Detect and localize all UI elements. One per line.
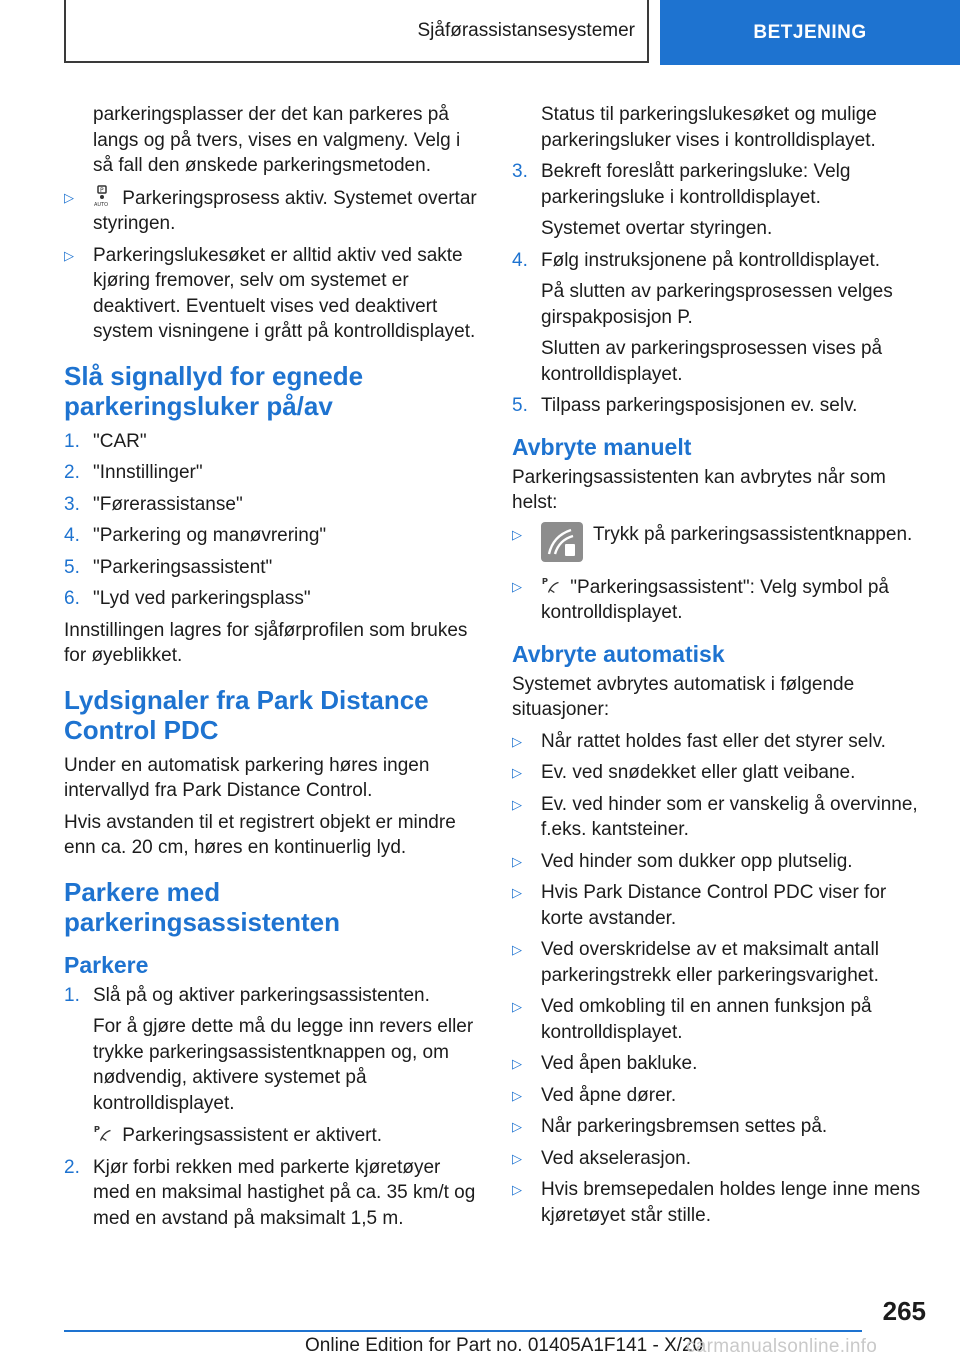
bullet-text: Parkeringsprosess aktiv. Systemet overtar styringen. <box>93 187 477 234</box>
list-item: 5. Tilpass parkeringsposisjonen ev. selv. <box>512 395 858 416</box>
bullet-triangle-icon: ▷ <box>512 796 522 812</box>
list-item: ▷ Ev. ved snødekket eller glatt veibane. <box>512 760 932 786</box>
svg-text:P: P <box>541 575 548 586</box>
page-number: 265 <box>882 1296 926 1326</box>
bullet-triangle-icon: ▷ <box>512 1182 522 1197</box>
list-item: ▷ Ved åpne dører. <box>512 1083 932 1109</box>
bullet-triangle-icon: ▷ <box>512 1119 522 1134</box>
list-item <box>64 185 482 237</box>
subheading-park: Parkere <box>64 951 149 978</box>
heading-pdc: Lydsignaler fra Park Distance Control PDC <box>64 684 429 745</box>
paragraph-pdc-1: Under en automatisk parkering høres ingen intervallyd fra Park Distance Control. <box>64 754 430 801</box>
subheading-cancel-auto: Avbryte automatisk <box>512 640 725 667</box>
paragraph-manual: Parkeringsassistenten kan avbrytes når som helst: <box>512 466 886 513</box>
step-1-icon-line <box>64 1122 482 1149</box>
step-4-detail-1: På slutten av parkeringsprosessen velges girspakposisjon P. <box>541 281 893 328</box>
bullet-triangle-icon: ▷ <box>512 942 522 957</box>
bullet-triangle-icon: ▷ <box>512 1087 522 1103</box>
bullet-triangle-icon: ▷ <box>512 578 522 594</box>
list-item: ▷ Ved hinder som dukker opp plutselig. <box>512 849 932 875</box>
bullet-triangle-icon: ▷ <box>512 526 522 542</box>
step-1-detail: For å gjøre dette må du legge inn revers eller trykke parkeringsassistentknappen og, om nødvendig, aktivere systemet på kontrolldisplayet. <box>93 1016 474 1114</box>
list-item: ▷ Når rattet holdes fast eller det styrer selv. <box>512 729 932 755</box>
watermark: carmanualsonline.info <box>686 1336 878 1357</box>
paragraph-intro: parkeringsplasser der det kan parkeres på langs og på tvers, vises en valgmeny. Velg i så fall den ønskede parkeringsmetoden. <box>93 104 461 176</box>
bullet-triangle-icon: ▷ <box>64 247 74 263</box>
right-column <box>512 102 932 1234</box>
paragraph-auto: Systemet avbrytes automatisk i følgende situasjoner: <box>512 673 855 720</box>
running-header-chapter <box>660 0 960 65</box>
list-item: 2. Kjør forbi rekken med parkerte kjøretøyer med en maksimal hastighet på ca. 35 km/t og med en avstand på maksimalt 1,5 m. <box>64 1156 476 1229</box>
svg-text:AUTO: AUTO <box>94 201 109 207</box>
bullet-text: Trykk på parkeringsassistentknappen. <box>593 523 913 545</box>
list-item: ▷ Ved omkobling til en annen funksjon på kontrolldisplayet. <box>512 994 932 1045</box>
list-item: ▷ Ved åpen bakluke. <box>512 1051 932 1077</box>
bullet-triangle-icon: ▷ <box>512 885 522 900</box>
list-item: ▷ Hvis bremsepedalen holdes lenge inne mens kjøretøyet står stille. <box>512 1177 932 1228</box>
parking-assistant-icon <box>541 574 561 596</box>
paragraph-saved: Innstillingen lagres for sjåførprofilen som brukes for øyeblikket. <box>64 619 468 666</box>
list-item: 4. "Parkering og manøvrering" <box>64 525 327 546</box>
list-item: ▷ Når parkeringsbremsen settes på. <box>512 1114 932 1140</box>
footer-divider <box>64 1330 862 1332</box>
svg-text:P: P <box>100 186 104 194</box>
bullet-text: Parkeringslukesøket er alltid aktiv ved sakte kjøring fremover, selv om systemet er deaktivert. Eventuelt vises ved deaktivert system visningene i grått på kontrolldisplayet. <box>93 244 476 342</box>
parking-assistant-button-icon <box>541 522 583 562</box>
left-column <box>64 102 482 1237</box>
bullet-triangle-icon: ▷ <box>512 1056 522 1071</box>
subheading-cancel-manual: Avbryte manuelt <box>512 433 692 460</box>
list-item <box>512 522 932 562</box>
svg-text:P: P <box>93 1124 100 1135</box>
heading-park-with-assistant: Parkere med parkeringsassistenten <box>64 876 341 937</box>
bullet-triangle-icon: ▷ <box>512 999 522 1014</box>
list-item: 3. Bekreft foreslått parkeringsluke: Velg parkeringsluke i kontrolldisplayet. <box>512 161 851 208</box>
list-item: 1. "CAR" <box>64 430 147 452</box>
bullet-triangle-icon: ▷ <box>512 733 522 749</box>
bullet-triangle-icon: ▷ <box>512 765 522 780</box>
list-item: ▷ Ev. ved hinder som er vanskelig å overvinne, f.eks. kantsteiner. <box>512 792 932 843</box>
paragraph-pdc-2: Hvis avstanden til et registrert objekt er mindre enn ca. 20 cm, høres en kontinuerlig lyd. <box>64 811 456 858</box>
header-chapter-title: BETJENING <box>753 21 867 43</box>
heading-signal-sound: Slå signallyd for egnede parkeringsluker på/av <box>64 360 364 421</box>
step-3-detail: Systemet overtar styringen. <box>541 218 773 239</box>
header-section-title: Sjåførassistansesystemer <box>417 19 635 41</box>
bullet-text: "Parkeringsassistent": Velg symbol på kontrolldisplayet. <box>541 576 889 623</box>
running-header-section <box>64 0 649 63</box>
bullet-triangle-icon: ▷ <box>512 853 522 869</box>
list-item: 3. "Førerassistanse" <box>64 493 243 515</box>
list-item: ▷ Ved akselerasjon. <box>512 1146 932 1172</box>
step-4-detail-2: Slutten av parkeringsprosessen vises på kontrolldisplayet. <box>541 338 883 385</box>
paragraph-status: Status til parkeringslukesøket og mulige parkeringsluker vises i kontrolldisplayet. <box>541 104 877 151</box>
bullet-triangle-icon: ▷ <box>64 189 74 205</box>
list-item <box>64 243 482 345</box>
bullet-triangle-icon: ▷ <box>512 1150 522 1166</box>
list-item: 6. "Lyd ved parkeringsplass" <box>64 588 311 609</box>
list-item <box>512 574 932 626</box>
list-item: 2. "Innstillinger" <box>64 462 203 483</box>
list-item: ▷ Hvis Park Distance Control PDC viser for korte avstander. <box>512 880 932 931</box>
list-item: ▷ Ved overskridelse av et maksimalt antall parkeringstrekk eller parkeringsvarighet. <box>512 937 932 988</box>
parking-assistant-icon <box>93 1122 113 1144</box>
parking-auto-icon <box>93 185 113 207</box>
footer-edition: Online Edition for Part no. 01405A1F141 - X/20 <box>305 1335 704 1356</box>
step-1-icon-text: Parkeringsassistent er aktivert. <box>122 1125 383 1146</box>
list-item: 4. Følg instruksjonene på kontrolldisplayet. <box>512 249 881 271</box>
list-item: 1. Slå på og aktiver parkeringsassistenten. <box>64 984 430 1006</box>
list-item: 5. "Parkeringsassistent" <box>64 556 273 578</box>
